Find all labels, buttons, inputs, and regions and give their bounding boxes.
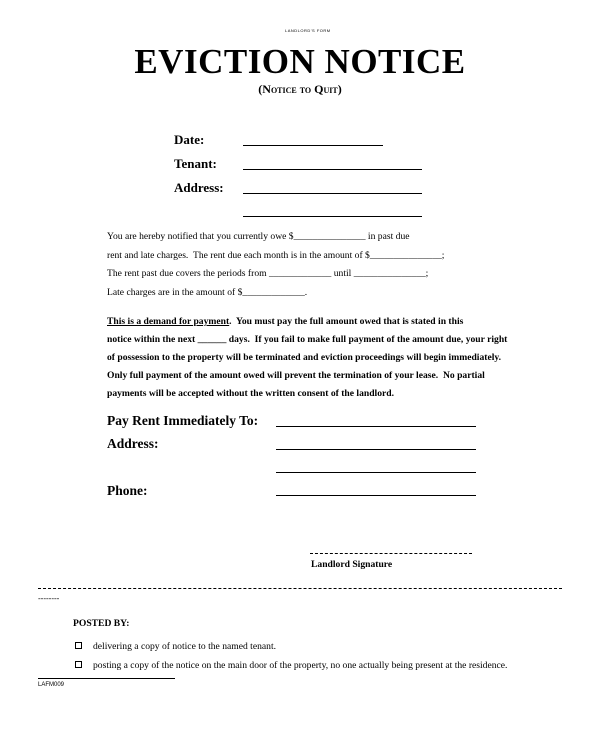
address-label: Address:: [174, 180, 224, 195]
tenant-label: Tenant:: [174, 156, 217, 171]
signature-label: Landlord Signature: [311, 559, 393, 570]
phone-label: Phone:: [107, 483, 148, 498]
form-code: LAFM009: [38, 682, 65, 688]
page-title: EVICTION NOTICE: [134, 42, 466, 81]
posted-option-delivered: delivering a copy of notice to the named tenant.: [93, 641, 277, 652]
page-subtitle: (Notice to Quit): [258, 82, 342, 96]
footer-rule: [38, 678, 175, 679]
paragraph1-line4: Late charges are in the amount of $_____________.: [107, 287, 308, 298]
address-field-line1[interactable]: [243, 193, 422, 194]
header-tiny-text: LANDLORD'S FORM: [285, 28, 331, 33]
cut-line-tail: --------: [38, 594, 60, 603]
paragraph2-line4: Only full payment of the amount owed will prevent the termination of your lease. No partial: [107, 370, 485, 381]
paragraph2-line1-rest: . You must pay the full amount owed that is stated in this: [229, 316, 464, 327]
signature-line[interactable]: [310, 553, 472, 554]
payment-address-line1[interactable]: [276, 449, 476, 450]
paragraph1-line2: rent and late charges. The rent due each month is in the amount of $_______________;: [107, 250, 445, 261]
payment-address-line2[interactable]: [276, 472, 476, 473]
paragraph2-line5: payments will be accepted without the written consent of the landlord.: [107, 388, 394, 399]
payment-address-label: Address:: [107, 436, 159, 451]
paragraph1-line3: The rent past due covers the periods from _____________ until _______________;: [107, 268, 429, 279]
checkbox-delivered[interactable]: [75, 642, 82, 649]
checkbox-posted-on-door[interactable]: [75, 661, 82, 668]
posted-by-heading: POSTED BY:: [73, 618, 130, 629]
posted-option-door: posting a copy of the notice on the main door of the property, no one actually being present at the residence.: [93, 660, 508, 671]
date-field[interactable]: [243, 145, 383, 146]
address-field-line2[interactable]: [243, 216, 422, 217]
tenant-field[interactable]: [243, 169, 422, 170]
date-label: Date:: [174, 132, 205, 147]
cut-line: [38, 588, 562, 589]
pay-rent-label: Pay Rent Immediately To:: [107, 413, 259, 428]
paragraph2-line2: notice within the next ______ days. If you fail to make full payment of the amount due, your right: [107, 334, 508, 345]
pay-rent-field[interactable]: [276, 426, 476, 427]
demand-for-payment-text: This is a demand for payment: [107, 316, 230, 327]
phone-field[interactable]: [276, 495, 476, 496]
paragraph2-line1: [107, 316, 463, 327]
paragraph1-line1: You are hereby notified that you currently owe $_______________ in past due: [107, 231, 410, 242]
paragraph2-line3: of possession to the property will be terminated and eviction proceedings will begin immediately.: [107, 352, 502, 363]
